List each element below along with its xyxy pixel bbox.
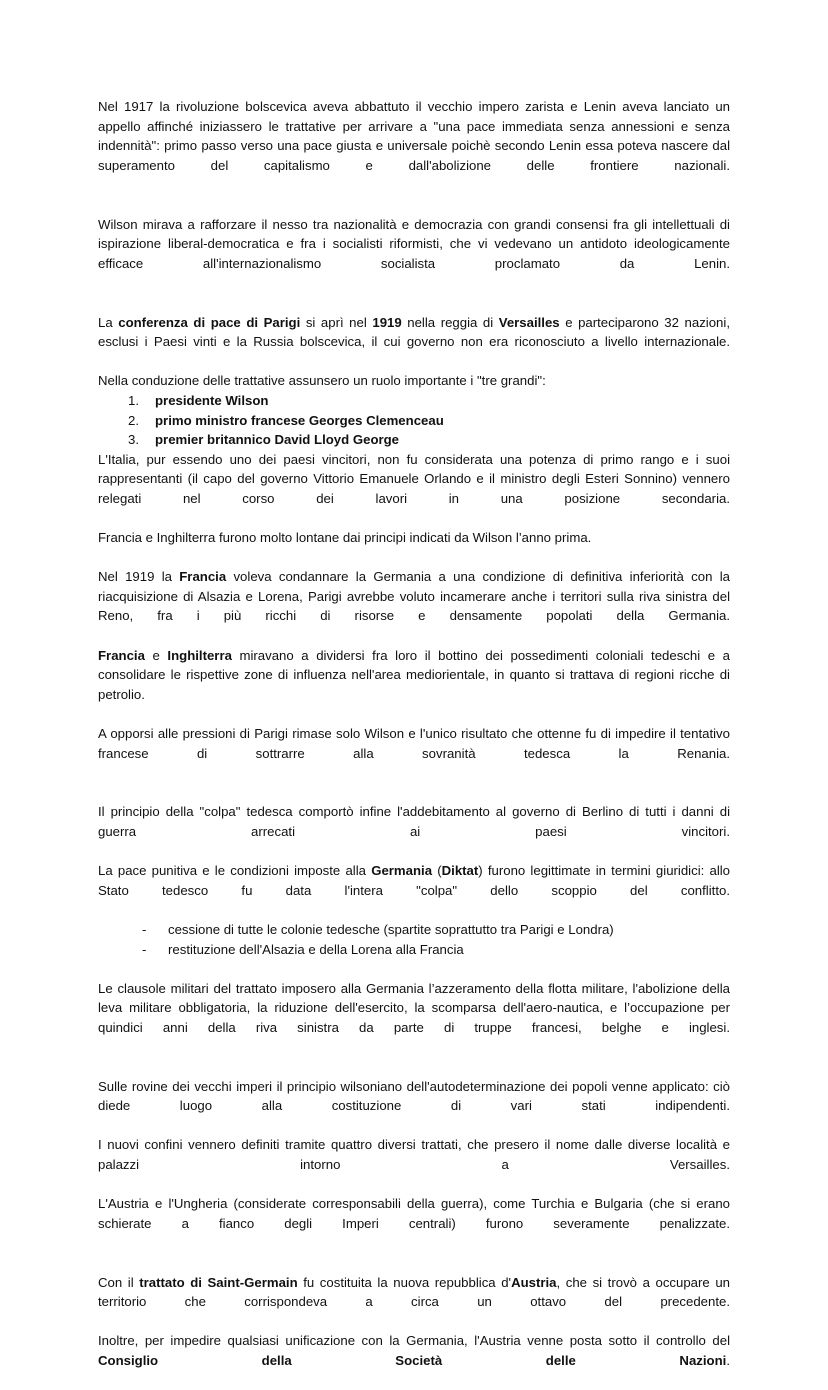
text-run: La pace punitiva e le condizioni imposte alla — [98, 863, 372, 879]
text-run: A opporsi alle pressioni di Parigi rimase solo Wilson e l'unico risultato che ottenne fu di impedire il tentativo francese di sottrarre alla sovranità tedesca la Renania. — [98, 726, 730, 761]
paragraph-spacer — [98, 548, 730, 568]
paragraph-spacer — [98, 195, 730, 215]
text-run: miravano a dividersi fra loro il bottino dei possedimenti coloniali tedeschi e a consolidare le rispettive zone di influenza nell'area mediorientale, in quanto si trattava di regioni ricche di petrolio. — [98, 647, 730, 702]
bold-text-run: Germania — [371, 863, 433, 879]
paragraph — [98, 802, 730, 861]
paragraph — [98, 215, 730, 293]
paragraph — [98, 371, 730, 391]
document-text-body — [98, 97, 730, 1390]
list-item: - restituzione dell'Alsazia e della Lorena alla Francia — [98, 940, 730, 960]
paragraph-spacer — [98, 293, 730, 313]
numbered-list — [98, 391, 730, 450]
paragraph — [98, 567, 730, 645]
text-run: I nuovi confini vennero definiti tramite quattro diversi trattati, che presero il nome dalle diverse località e palazzi intorno a Versailles. — [98, 1137, 730, 1173]
bold-text-run: Inghilterra — [167, 647, 232, 663]
text-run: e parteciparono 32 nazioni, esclusi i Paesi vinti e la Russia bolscevica, il cui governo non era riconosciuto a livello internazionale. — [98, 314, 730, 350]
text-run: L'Italia, pur essendo uno dei paesi vincitori, non fu considerata una potenza di primo rango e i suoi rappresentanti (il capo del governo Vittorio Emanuele Orlando e il ministro degli Esteri Sonnino) vennero relegati nel corso dei lavori in una posizione secondaria. — [98, 451, 730, 506]
text-run: Inoltre, per impedire qualsiasi unificazione con la Germania, l'Austria venne posta sotto il controllo del — [98, 1333, 730, 1349]
paragraph — [98, 1135, 730, 1194]
bold-text-run: conferenza di pace di Parigi — [118, 314, 301, 330]
paragraph — [98, 528, 730, 548]
dash-list — [98, 920, 730, 959]
paragraph — [98, 97, 730, 195]
text-run: Francia e Inghilterra furono molto lontane dai principi indicati da Wilson l’anno prima. — [98, 530, 592, 546]
text-run: Nel 1917 la rivoluzione bolscevica aveva abbattuto il vecchio impero zarista e Lenin aveva lanciato un appello affinché iniziassero le trattative per arrivare a "una pace immediata senza annessioni e senza indennità": primo passo verso una pace giusta e universale poichè secondo Lenin essa poteva nascere dal superamento del capitalismo e dall'abolizione delle frontiere nazionali. — [98, 99, 730, 173]
bold-text-run: Austria — [511, 1274, 557, 1290]
text-run: Nella conduzione delle trattative assunsero un ruolo importante i "tre grandi": — [98, 373, 546, 389]
paragraph — [98, 313, 730, 372]
text-run: voleva condannare la Germania a una condizione di definitiva inferiorità con la riacquisizione di Alsazia e Lorena, Parigi avrebbe voluto incamerare anche i territori sulla riva sinistra del Reno, fra i più ricchi di risorse e densamente popolati della Germania. — [98, 569, 730, 624]
text-run: e — [144, 647, 168, 663]
text-run: fu costituita la nuova repubblica d' — [297, 1274, 512, 1290]
paragraph — [98, 1331, 730, 1390]
paragraph — [98, 724, 730, 783]
paragraph-spacer — [98, 783, 730, 803]
text-run: Nel 1919 la — [98, 569, 180, 585]
text-run: , che si trovò a occupare un territorio che corrispondeva a circa un ottavo del precedente. — [98, 1274, 730, 1310]
text-run: . — [726, 1353, 730, 1368]
text-run: Con il — [98, 1274, 140, 1290]
text-run: ( — [432, 863, 442, 879]
paragraph — [98, 646, 730, 724]
text-run: si aprì nel — [300, 314, 373, 330]
paragraph — [98, 861, 730, 920]
paragraph — [98, 1273, 730, 1332]
bold-text-run: Diktat — [441, 863, 479, 879]
text-run: Sulle rovine dei vecchi imperi il principio wilsoniano dell'autodeterminazione dei popoli venne applicato: ciò diede luogo alla costituzione di vari stati indipendenti. — [98, 1078, 730, 1114]
text-run: Wilson mirava a rafforzare il nesso tra nazionalità e democrazia con grandi consensi fra gli intellettuali di ispirazione liberal-democratica e fra i socialisti riformisti, che vi vedevano un antidoto ideologicamente efficace all'internazionalismo socialista proclamato da Lenin. — [98, 216, 730, 271]
text-run: Il principio della "colpa" tedesca comportò infine l'addebitamento al governo di Berlino di tutti i danni di guerra arrecati ai paesi vincitori. — [98, 804, 730, 839]
list-item: presidente Wilson — [155, 392, 269, 408]
text-run: ) furono legittimate in termini giuridici: allo Stato tedesco fu data l'intera "colpa" dello scoppio del conflitto. — [98, 863, 731, 898]
paragraph — [98, 1194, 730, 1253]
paragraph-spacer — [98, 1253, 730, 1273]
bold-text-run: Francia — [179, 569, 227, 585]
text-run: La — [98, 314, 119, 330]
paragraph — [98, 979, 730, 1057]
bold-text-run: 1919 — [372, 314, 402, 330]
paragraph-spacer — [98, 1057, 730, 1077]
text-run: nella reggia di — [401, 314, 499, 330]
bold-text-run: Francia — [98, 647, 145, 663]
list-item: - cessione di tutte le colonie tedesche (spartite soprattutto tra Parigi e Londra) — [98, 920, 730, 940]
paragraph — [98, 450, 730, 528]
text-run: L'Austria e l'Ungheria (considerate corresponsabili della guerra), come Turchia e Bulgaria (che si erano schierate a fianco degli Imperi centrali) furono severamente penalizzate. — [98, 1196, 730, 1231]
paragraph — [98, 1077, 730, 1136]
bold-text-run: trattato di Saint-Germain — [139, 1274, 298, 1290]
list-item: premier britannico David Lloyd George — [155, 432, 400, 448]
paragraph-spacer — [98, 959, 730, 979]
text-run: Le clausole militari del trattato imposero alla Germania l’azzeramento della flotta militare, l'abolizione della leva militare obbligatoria, la riduzione dell'esercito, la scomparsa dell'aero-nautica, e l’occupazione per quindici anni della riva sinistra da parte di truppe francesi, belghe e inglesi. — [98, 980, 730, 1035]
bold-text-run: Consiglio della Società delle Nazioni — [98, 1353, 727, 1368]
list-item: primo ministro francese Georges Clemenceau — [155, 412, 444, 428]
bold-text-run: Versailles — [498, 314, 560, 330]
